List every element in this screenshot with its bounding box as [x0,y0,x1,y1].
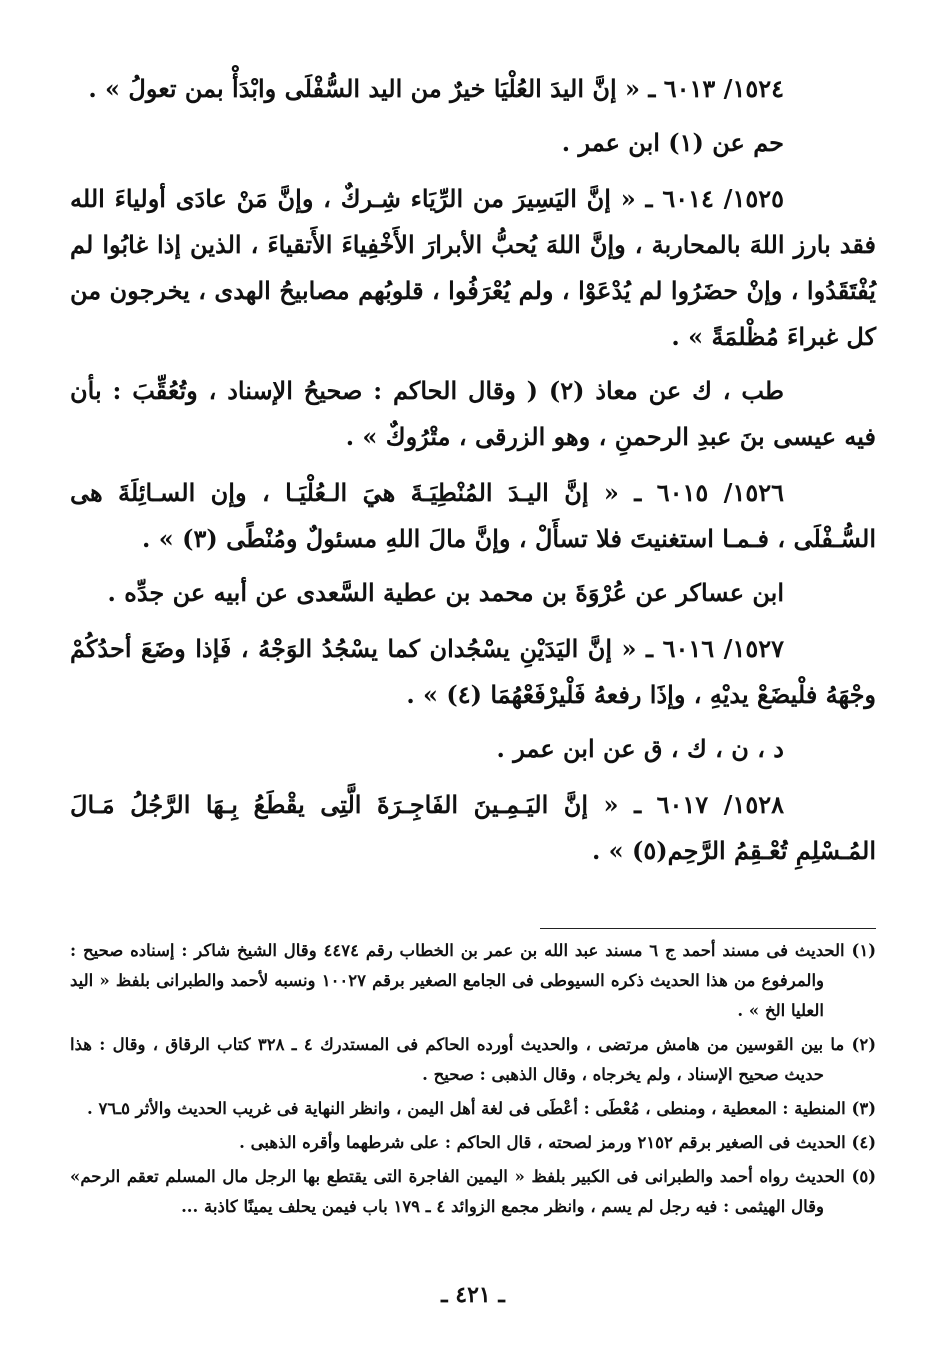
footnote-2: (٢) ما بين القوسين من هامش مرتضى ، والحديث أورده الحاكم فى المستدرك ٤ ـ ٣٢٨ كتاب الرقاق ، وقال : هذا حديث صحيح الإسناد ، ولم يخرجاه ، وقال الذهبى : صحيح . [70,1035,876,1084]
footnote-5: (٥) الحديث رواه أحمد والطبرانى فى الكبير بلفظ « اليمين الفاجرة التى يقتطع بها الرجل مال المسلم تعقم الرحم» وقال الهيثمى : فيه رجل لم يسم ، وانظر مجمع الزوائد ٤ ـ ١٧٩ باب فيمن يحلف يمينًا كاذبة ... [70,1167,876,1216]
footnote-3: (٣) المنطية : المعطية ، ومنطى ، مُعْطَى : أعْطَى فى لغة أهل اليمن ، وانظر النهاية فى غريب الحديث والأثر ٥ـ٧٦ . [86,1099,876,1118]
footnote-separator [540,928,876,929]
hadith-1527: ١٥٢٧/ ٦٠١٦ ـ « إنَّ اليَدَيْنِ يسْجُدان كما يسْجُدُ الوَجْهُ ، فَإذا وضَعَ أحدُكُمْ وجْهَهُ فلْيضَعْ يديْهِ ، وإذَا رفعهُ فَلْيرْفَعْهُمَا (٤) » . [70,634,876,709]
hadith-1526: ١٥٢٦/ ٦٠١٥ ـ « إنَّ اليـدَ المُنْطِيَـةَ هيَ الـعُلْيَـا ، وإن السـائِلَةَ هى السُّـفْلَى ، فـمـا استغنيتَ فلا تسأَلْ ، وإنَّ مالَ اللهِ مسئولٌ ومُنْطًى (٣) » . [70,478,876,553]
hadith-1526-source: ابن عساكر عن عُرْوَةَ بن محمد بن عطية السَّعدى عن أبيه عن جدِّه . [107,578,784,607]
footnotes [70,936,876,1226]
page-number: ـ ٤٢١ ـ [441,1282,505,1308]
main-text [70,66,876,882]
hadith-1524: ١٥٢٤/ ٦٠١٣ ـ « إنَّ اليدَ العُلْيَا خيرٌ من اليد السُّفْلَى وابْدَأْ بمن تعولُ » . [88,74,784,103]
footnote-1: (١) الحديث فى مسند أحمد ج ٦ مسند عبد الله بن عمر بن الخطاب رقم ٤٤٧٤ وقال الشيخ شاكر : إسناده صحيح : والمرفوع من هذا الحديث ذكره السيوطى فى الجامع الصغير برقم ١٠٠٢٧ ونسبه لأحمد والطبرانى بلفظ « اليد العليا الخ » . [70,941,876,1020]
hadith-1528: ١٥٢٨/ ٦٠١٧ ـ « إنَّ اليَـمِـينَ الفَاجِـرَةَ الَّتِى يقْطَعُ بِـهَا الرَّجُلُ مَـالَ المُـسْلِمِ تُعْـقِمُ الرَّحِم(٥) » . [70,790,876,865]
hadith-1527-source: د ، ن ، ك ، ق عن ابن عمر . [496,734,784,763]
hadith-1525-source: طب ، ك عن معاذ (٢) ( وقال الحاكم : صحيحُ الإسناد ، وتُعُقِّبَ : بأن فيه عيسى بنَ عبدِ الرحمنِ ، وهو الزرقى ، متْرُوكٌ » . [70,376,876,451]
hadith-1525: ١٥٢٥/ ٦٠١٤ ـ « إنَّ اليَسِيرَ من الرِّيَاء شِـركٌ ، وإنَّ مَنْ عادَى أولياءَ الله فقد بارز اللهَ بالمحاربة ، وإنَّ اللهَ يُحبُّ الأبرارَ الأَخْفِياءَ الأَتقياءَ ، الذين إذا غابُوا لم يُفْتَقَدُوا ، وإنْ حضَرُوا لم يُدْعَوْا ، ولم يُعْرَفُوا ، قلوبُهم مصابيحُ الهدى ، يخرجون من كل غبراءَ مُظْلمَةً » . [70,184,877,351]
footnote-4: (٤) الحديث فى الصغير برقم ٢١٥٢ ورمز لصحته ، قال الحاكم : على شرطهما وأقره الذهبى . [239,1133,876,1152]
hadith-1524-source: حم عن (١) ابن عمر . [561,128,784,157]
